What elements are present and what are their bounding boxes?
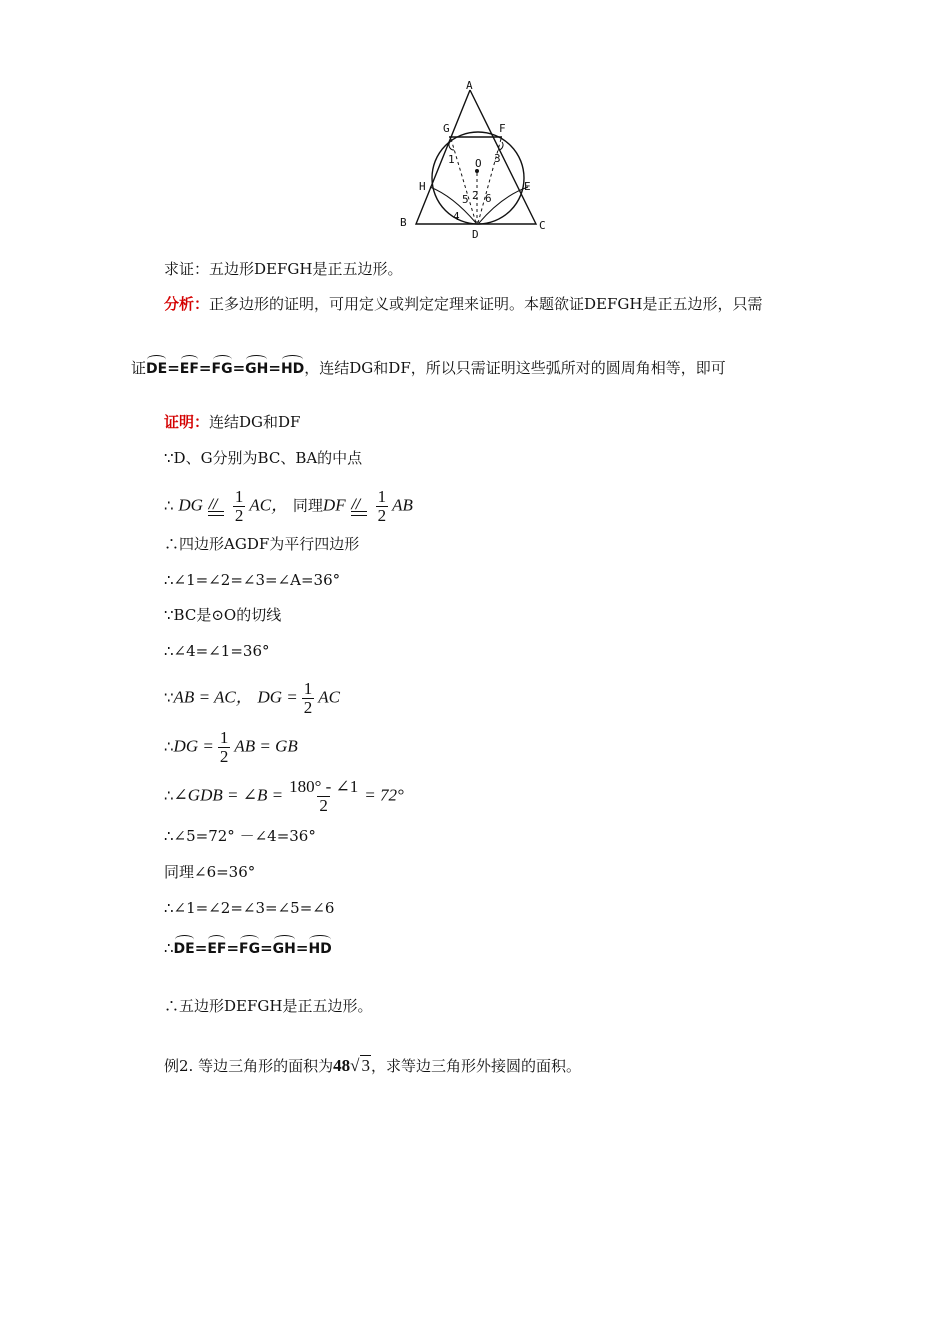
arc-HD: HD — [281, 355, 304, 379]
label-E: E — [524, 180, 531, 193]
proof-label: 证明： — [164, 413, 210, 431]
analysis-paragraph — [164, 294, 762, 314]
proof-line-10: ∴∠GDB = ∠B = $\frac{180^\circ - \angle 1}{2}$ = 72° — [164, 777, 404, 815]
label-H: H — [419, 180, 426, 193]
arc-DE-2: DE — [174, 935, 195, 959]
analysis-prefix: 证 — [131, 359, 147, 377]
proof-text-1: 连结DG和DF — [209, 413, 301, 431]
analysis-suffix: ，连结DG和DF，所以只需证明这些弧所对的圆周角相等，即可 — [304, 359, 726, 377]
label-G: G — [443, 122, 450, 135]
label-D: D — [472, 228, 479, 240]
proof-line-11: ∴∠5=72° －∠4=36° — [164, 827, 316, 845]
arc-EF-2: EF — [207, 935, 226, 959]
label-4: 4 — [453, 210, 460, 223]
prove-statement: 求证：五边形DEFGH是正五边形。 — [164, 260, 403, 278]
proof-line-7: ∴∠4=∠1=36° — [164, 642, 270, 660]
analysis-arc-line: 证DE=EF=FG=GH=HD，连结DG和DF，所以只需证明这些弧所对的圆周角相等，即可 — [131, 355, 726, 379]
arc-GH: GH — [245, 355, 268, 379]
circle-O — [432, 132, 524, 224]
example-2: 例2. 等边三角形的面积为48√ 3，求等边三角形外接圆的面积。 — [164, 1056, 581, 1075]
arc-FG-2: FG — [239, 935, 260, 959]
proof-line-8: ∵AB = AC， DG = $\frac{1}{2}$ AC — [164, 679, 340, 717]
proof-line-5: ∴∠1=∠2=∠3=∠A=36° — [164, 571, 341, 589]
example-2-suffix: ，求等边三角形外接圆的面积。 — [370, 1057, 581, 1075]
analysis-label: 分析： — [164, 295, 210, 313]
label-3: 3 — [494, 152, 501, 165]
label-1: 1 — [448, 153, 455, 166]
analysis-text: 正多边形的证明，可用定义或判定定理来证明。本题欲证DEFGH是正五边形，只需 — [209, 295, 763, 313]
arc-DE: DE — [146, 355, 167, 379]
arc-HD-2: HD — [308, 935, 331, 959]
example-2-coef: 48 — [333, 1056, 351, 1075]
proof-line-13: ∴∠1=∠2=∠3=∠5=∠6 — [164, 899, 335, 917]
label-5: 5 — [462, 193, 469, 206]
label-2: 2 — [472, 189, 479, 202]
geometry-figure — [398, 78, 558, 240]
proof-conclusion: ∴五边形DEFGH是正五边形。 — [164, 997, 373, 1015]
proof-line-3: ∴ DG// $\frac{1}{2}$ AC， 同理DF// $\frac{1}{2}$ AB — [164, 488, 413, 528]
proof-line-4: ∴四边形AGDF为平行四边形 — [164, 535, 360, 553]
parallel-equal-mark — [206, 497, 226, 517]
proof-line-1 — [164, 412, 300, 432]
proof-line-14: ∴DE=EF=FG=GH=HD — [164, 935, 332, 959]
label-B: B — [400, 216, 407, 229]
arc-EF: EF — [180, 355, 199, 379]
proof-line-2: ∵D、G分别为BC、BA的中点 — [164, 449, 363, 467]
proof-line-9: ∴DG = $\frac{1}{2}$ AB = GB — [164, 728, 298, 766]
arc-FG: FG — [212, 355, 233, 379]
label-C: C — [539, 219, 546, 232]
arc-GH-2: GH — [273, 935, 296, 959]
label-O: O — [475, 157, 482, 170]
example-2-prefix: 例2. 等边三角形的面积为 — [164, 1057, 334, 1075]
proof-line-6: ∵BC是⊙O的切线 — [164, 606, 282, 624]
label-A: A — [466, 79, 473, 92]
label-6: 6 — [485, 192, 492, 205]
proof-line-12: 同理∠6=36° — [164, 863, 256, 881]
example-2-root: 3 — [361, 1056, 370, 1075]
parallel-equal-mark-2 — [349, 497, 369, 517]
label-F: F — [499, 122, 506, 135]
